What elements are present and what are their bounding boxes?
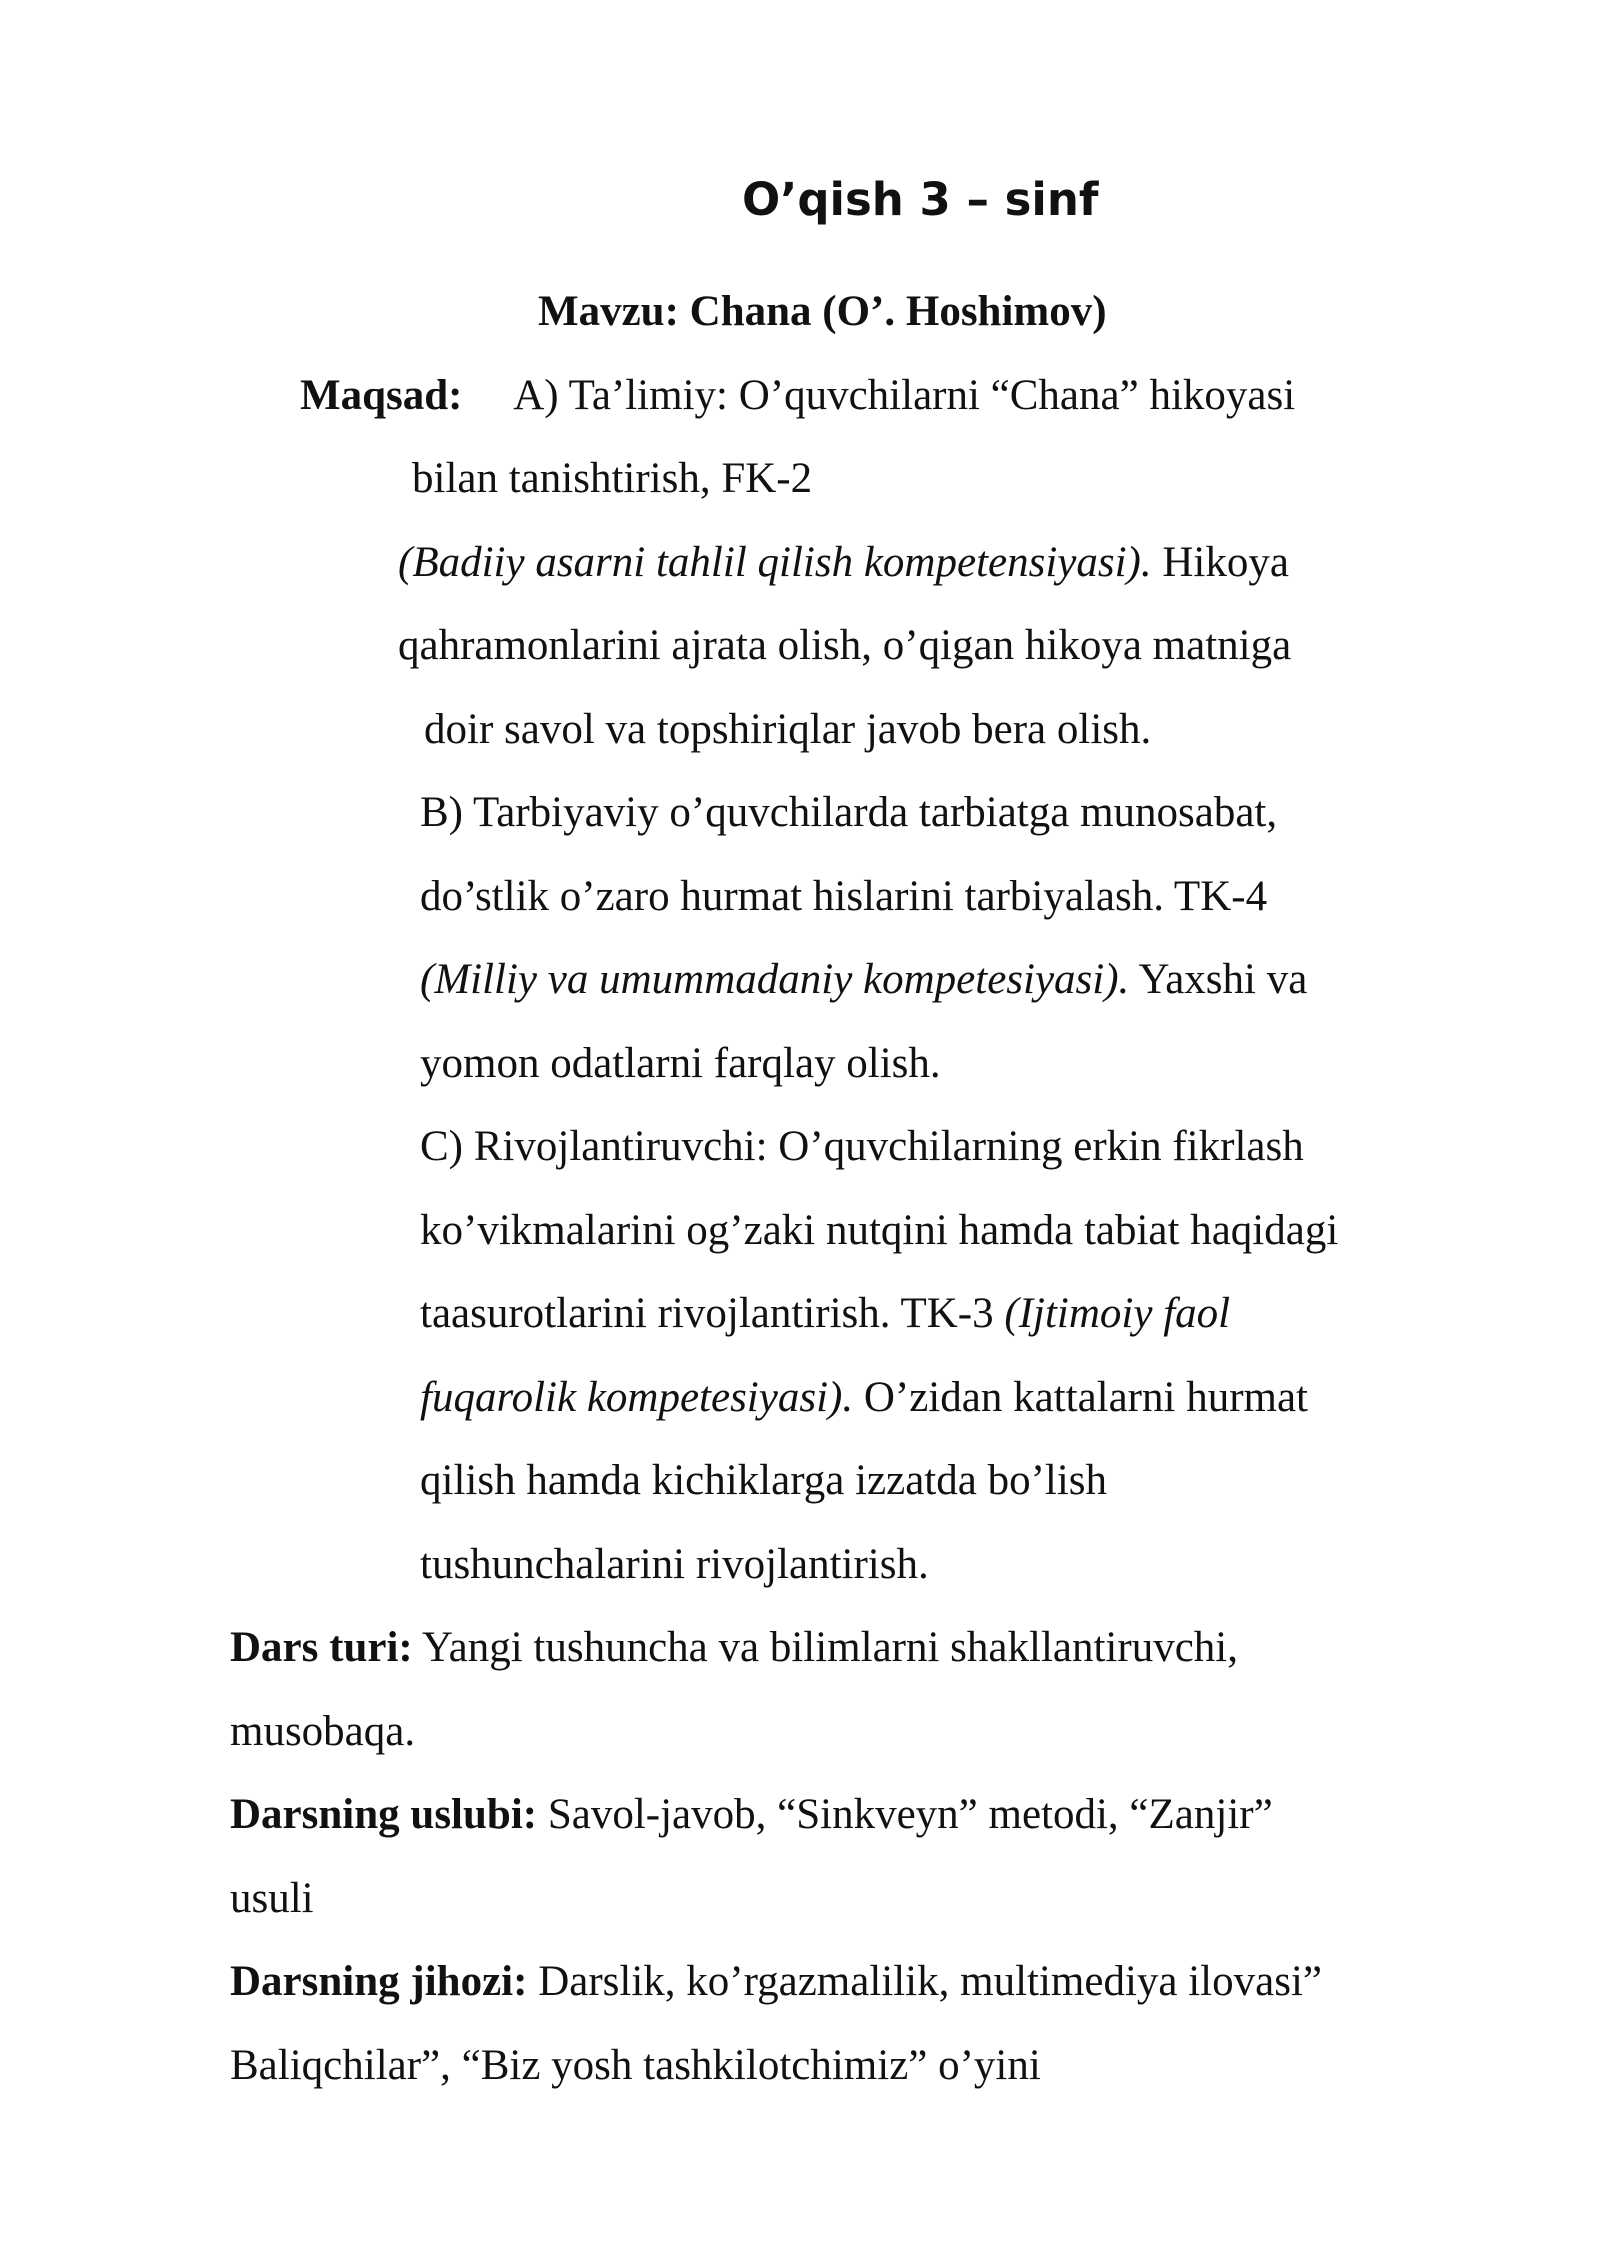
jihozi-line1: [230, 1956, 1322, 2008]
dars-turi-label: Dars turi:: [230, 1624, 413, 1671]
maqsad-line-c6: tushunchalarini rivojlantirish.: [420, 1541, 929, 1588]
maqsad-c-line3-start: taasurotlarini rivojlantirish. TK-3: [420, 1290, 1005, 1337]
uslubi-line2: usuli: [230, 1875, 314, 1922]
maqsad-line-a1: [300, 370, 1295, 422]
maqsad-line-b3: [420, 954, 1307, 1006]
jihozi-text: Darslik, ko’rgazmalilik, multimediya ilovasi”: [527, 1958, 1322, 2005]
maqsad-line-b1: B) Tarbiyaviy o’quvchilarda tarbiatga munosabat,: [420, 789, 1278, 836]
document-title: O’qish 3 – sinf: [742, 173, 1099, 226]
maqsad-b-line3-rest: Yaxshi va: [1129, 956, 1308, 1003]
maqsad-line-c2: ko’vikmalarini og’zaki nutqini hamda tabiat haqidagi: [420, 1207, 1339, 1254]
maqsad-c-competency-end: fuqarolik kompetesiyasi).: [420, 1374, 854, 1421]
maqsad-line-c5: qilish hamda kichiklarga izzatda bo’lish: [420, 1457, 1108, 1504]
dars-turi-line2: musobaqa.: [230, 1708, 416, 1755]
maqsad-line-a3: [398, 537, 1289, 589]
maqsad-line-c3: [420, 1288, 1230, 1340]
maqsad-a-line3-rest: Hikoya: [1151, 539, 1289, 586]
jihozi-line2: Baliqchilar”, “Biz yosh tashkilotchimiz” o’yini: [230, 2042, 1041, 2089]
uslubi-line1: [230, 1789, 1273, 1841]
maqsad-line-b4: yomon odatlarni farqlay olish.: [420, 1040, 941, 1087]
maqsad-line-c4: [420, 1372, 1308, 1424]
dars-turi-line1: [230, 1622, 1238, 1674]
maqsad-c-competency-start: (Ijtimoiy faol: [1004, 1290, 1231, 1337]
maqsad-c-line4-rest: O’zidan kattalarni hurmat: [853, 1374, 1308, 1421]
maqsad-line-b2: do’stlik o’zaro hurmat hislarini tarbiyalash. TK-4: [420, 873, 1268, 920]
maqsad-a-text: A) Ta’limiy: O’quvchilarni “Chana” hikoyasi: [513, 372, 1296, 419]
jihozi-label: Darsning jihozi:: [230, 1958, 528, 2005]
lesson-topic: Mavzu: Chana (O’. Hoshimov): [538, 288, 1107, 335]
maqsad-label: Maqsad:: [300, 372, 463, 419]
uslubi-label: Darsning uslubi:: [230, 1791, 538, 1838]
maqsad-line-c1: C) Rivojlantiruvchi: O’quvchilarning erkin fikrlash: [420, 1123, 1304, 1170]
uslubi-text: Savol-javob, “Sinkveyn” metodi, “Zanjir”: [537, 1791, 1273, 1838]
maqsad-a-competency: (Badiiy asarni tahlil qilish kompetensiyasi).: [398, 539, 1152, 586]
dars-turi-text: Yangi tushuncha va bilimlarni shakllantiruvchi,: [412, 1624, 1238, 1671]
maqsad-line-a4: qahramonlarini ajrata olish, o’qigan hikoya matniga: [398, 622, 1292, 669]
maqsad-b-competency: (Milliy va umummadaniy kompetesiyasi).: [420, 956, 1130, 1003]
maqsad-line-a2: bilan tanishtirish, FK-2: [412, 455, 813, 502]
maqsad-line-a5: doir savol va topshiriqlar javob bera olish.: [424, 706, 1152, 753]
